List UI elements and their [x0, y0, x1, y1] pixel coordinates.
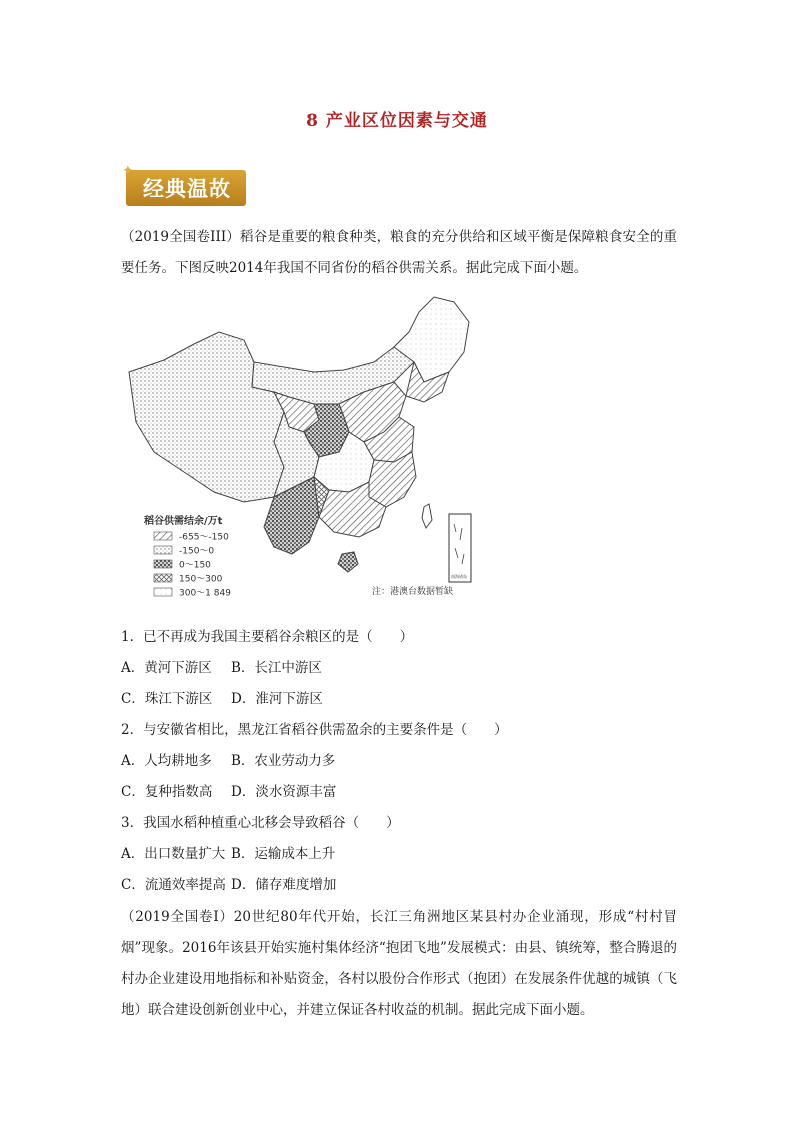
- legend-item: 150～300: [179, 574, 223, 585]
- option-a[interactable]: A．人均耕地多: [121, 753, 212, 769]
- legend-title: 稻谷供需结余/万t: [144, 516, 223, 527]
- badge-label: 经典温故: [143, 177, 231, 201]
- question-1-stem: 1．已不再成为我国主要稻谷余粮区的是（ ）: [121, 629, 414, 645]
- question-3-stem: 3．我国水稻种植重心北移会导致稻谷（ ）: [121, 815, 400, 831]
- option-c[interactable]: C．复种指数高: [121, 784, 213, 800]
- passage-1: （2019全国卷III）稻谷是重要的粮食种类，粮食的充分供给和区域平衡是保障粮食安全的重要任务。下图反映2014年我国不同省份的稻谷供需关系。据此完成下面小题。: [121, 229, 677, 276]
- legend-item: 300～1 849: [179, 588, 231, 599]
- option-a[interactable]: A．黄河下游区: [121, 660, 212, 676]
- question-3-options-row-2: [121, 873, 336, 893]
- question-2-options-row-1: [121, 749, 335, 769]
- passage-2: （2019全国卷I）20世纪80年代开始，长江三角洲地区某县村办企业涌现，形成“村村冒烟”现象。2016年该县开始实施村集体经济“抱团飞地”发展模式：由县、镇统筹，整合腾退的村办企业建设用地指标和补贴资金，各村以股份合作形式（抱团）在发展条件优越的城镇（飞地）联合建设创新创业中心，并建立保证各村收益的机制。据此完成下面小题。: [121, 909, 677, 1018]
- option-d[interactable]: D．储存难度增加: [231, 877, 337, 893]
- option-c[interactable]: C．珠江下游区: [121, 691, 213, 707]
- option-d[interactable]: D．淡水资源丰富: [231, 784, 337, 800]
- page-title: 8 产业区位因素与交通: [306, 111, 488, 131]
- question-2-options-row-2: [121, 780, 336, 800]
- legend-item: -655～-150: [179, 532, 229, 543]
- question-1-options-row-1: [121, 656, 322, 676]
- region-west: [129, 332, 284, 502]
- section-badge: [122, 164, 250, 208]
- region-hainan: [338, 552, 358, 572]
- legend-item: 0～150: [179, 560, 211, 571]
- option-a[interactable]: A．出口数量扩大: [121, 846, 226, 862]
- question-1-options-row-2: [121, 687, 323, 707]
- option-d[interactable]: D．淮河下游区: [231, 691, 323, 707]
- question-3-options-row-1: [121, 842, 335, 862]
- legend: [154, 532, 231, 599]
- option-b[interactable]: B．农业劳动力多: [231, 753, 336, 769]
- south-china-sea-inset: [449, 514, 471, 582]
- legend-item: -150～0: [179, 546, 215, 557]
- option-b[interactable]: B．运输成本上升: [231, 846, 336, 862]
- inset-label: 南海诸岛: [451, 574, 467, 579]
- option-c[interactable]: C．流通效率提高: [121, 877, 226, 893]
- star-icon: ✦: [122, 163, 134, 179]
- region-taiwan: [422, 504, 432, 528]
- china-rice-supply-map: [124, 292, 474, 604]
- option-b[interactable]: B．长江中游区: [231, 660, 322, 676]
- map-note: 注：港澳台数据暂缺: [372, 587, 454, 597]
- question-2-stem: 2．与安徽省相比，黑龙江省稻谷供需盈余的主要条件是（ ）: [121, 722, 508, 738]
